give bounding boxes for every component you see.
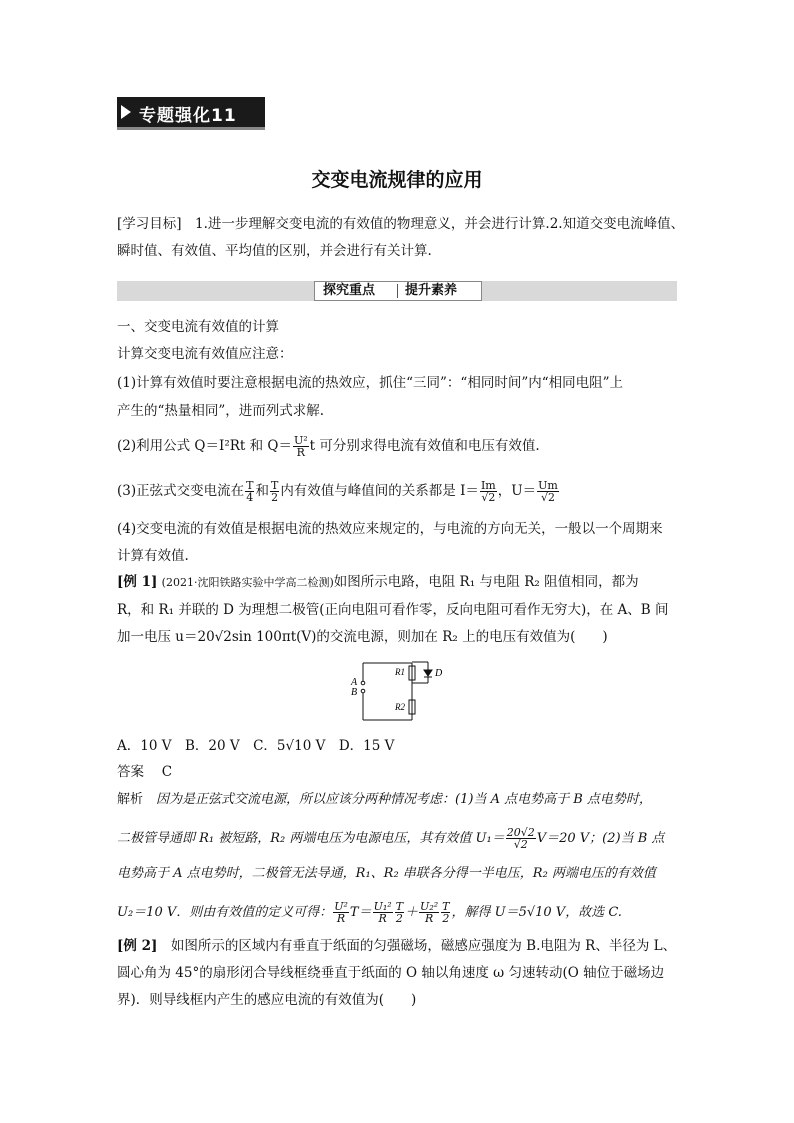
label-a: A [351, 677, 358, 688]
frac-num: T [270, 479, 279, 492]
frac-t2-a [395, 901, 404, 924]
banner-right: 提升素养 [405, 283, 458, 298]
fraction-20sqrt2-sqrt2 [506, 827, 536, 850]
frac-num: T [442, 900, 450, 913]
example-2-line-2: 圆心角为 45°的扇形闭合导线框绕垂直于纸面的 O 轴以角速度 ω 匀速转动(O 轴位于磁场边 [117, 965, 665, 981]
fraction-im-sqrt2 [480, 480, 497, 503]
fraction-t-4 [245, 480, 254, 503]
example-2-text-1: 如图所示的区域内有垂直于纸面的匀强磁场，磁感应强度为 B.电阻为 R、半径为 L、 [170, 938, 677, 954]
label-d: D [435, 668, 443, 679]
frac-den: 2 [395, 912, 403, 925]
section-banner [117, 281, 677, 301]
section-badge [117, 97, 265, 130]
frac-t2-b [441, 901, 450, 924]
example-1-text-1: 如图所示电路，电阻 R₁ 与电阻 R₂ 阻值相同，都为 [333, 574, 639, 590]
page-title: 交变电流规律的应用 [311, 169, 483, 191]
frac-num: 20√2 [506, 826, 535, 839]
frac-den: R [336, 912, 346, 925]
point-1-b: 产生的“热量相同”，进而列式求解. [117, 403, 325, 419]
point-3-pre: (3)正弦式交变电流在 [117, 483, 245, 499]
frac-u2-r [333, 901, 349, 924]
example-1-answer [117, 763, 172, 781]
point-4-a: (4)交变电流的有效值是根据电流的热效应来规定的，与电流的方向无关，一般以一个周期来 [117, 521, 663, 537]
solution-4-post: ，解得 U＝5√10 V，故选 C. [451, 905, 622, 920]
frac-den: 2 [442, 912, 450, 925]
solution-2-post: V＝20 V；(2)当 B 点 [536, 831, 665, 846]
example-1-line-3: 加一电压 u＝20√2sin 100πt(V)的交流电源，则加在 R₂ 上的电压有效值为( ) [117, 629, 608, 645]
frac-den: 4 [246, 491, 254, 504]
solution-4-t: T＝ [349, 905, 372, 920]
point-1-a: (1)计算有效值时要注意根据电流的热效应，抓住“三同”：“相同时间”内“相同电阻”上 [117, 375, 624, 391]
example-1-options: A．10 V B．20 V C．5√10 V D．15 V [117, 738, 395, 754]
frac-den: 2 [271, 491, 279, 504]
terminal-a-icon [361, 681, 365, 685]
solution-line-3: 电势高于 A 点电势时，二极管无法导通，R₁、R₂ 串联各分得一半电压，R₂ 两端电压的有效值 [117, 866, 656, 881]
frac-den: R [378, 912, 387, 925]
example-2-label: [例 2] [117, 938, 158, 954]
fraction-t-2 [270, 480, 279, 503]
label-b: B [351, 687, 358, 698]
solution-line-4 [117, 901, 622, 924]
solution-2-pre: 二极管导通即 R₁ 被短路，R₂ 两端电压为电源电压，其有效值 U₁＝ [117, 831, 505, 846]
example-1-line-2: R，和 R₁ 并联的 D 为理想二极管(正向电阻可看作零，反向电阻可看作无穷大)，在 A、B 间 [117, 602, 669, 618]
diode-icon [424, 670, 432, 676]
frac-num: U₁² [373, 900, 392, 913]
fraction-um-sqrt2 [537, 480, 559, 503]
point-4-b: 计算有效值. [117, 548, 189, 564]
objectives-line-1: [学习目标] 1.进一步理解交变电流的有效值的物理意义，并会进行计算.2.知道交变电流峰值、 [117, 216, 685, 232]
frac-num: T [246, 479, 254, 492]
example-2-line-1 [117, 937, 676, 955]
banner-left: 探究重点 [323, 283, 376, 298]
example-1-label: [例 1] [117, 574, 158, 590]
example-1-source: (2021·沈阳铁路实验中学高二检测) [161, 576, 334, 589]
frac-num: U₂² [420, 900, 439, 913]
solution-4-pre: U₂＝10 V．则由有效值的定义可得： [117, 905, 333, 920]
frac-den: R [296, 446, 305, 459]
point-3-mid: 内有效值与峰值间的关系都是 I＝ [280, 483, 479, 499]
frac-den: √2 [540, 491, 555, 504]
play-triangle-icon [121, 105, 131, 119]
label-r1: R1 [395, 667, 405, 677]
section-intro: 计算交变电流有效值应注意： [117, 346, 293, 362]
point-2 [117, 435, 540, 458]
objectives-line-2: 瞬时值、有效值、平均值的区别，并会进行有关计算. [117, 243, 432, 259]
frac-den: √2 [513, 838, 528, 851]
frac-num: Um [538, 479, 558, 492]
fraction-u2-r [293, 435, 309, 458]
solution-line-2 [117, 827, 664, 850]
frac-num: Im [480, 479, 496, 492]
point-2-pre: (2)利用公式 Q＝I²Rt 和 Q＝ [117, 438, 292, 454]
solution-label: 解析 [117, 792, 144, 807]
answer-label: 答案 [117, 764, 144, 780]
label-r2: R2 [395, 702, 405, 712]
point-3-and: 和 [255, 483, 269, 499]
terminal-b-icon [361, 689, 365, 693]
example-2-line-3: 界)．则导线框内产生的感应电流的有效值为( ) [117, 992, 417, 1008]
frac-num: U² [334, 900, 348, 913]
answer-value: C [161, 764, 173, 780]
frac-num: T [395, 900, 404, 913]
solution-4-plus: ＋ [405, 905, 419, 920]
frac-den: √2 [481, 491, 496, 504]
frac-u1-r [373, 901, 393, 924]
banner-box [314, 281, 482, 301]
frac-num: U² [293, 434, 308, 447]
banner-divider [397, 284, 398, 298]
circuit-diagram [340, 657, 460, 727]
example-1-line-1 [117, 573, 639, 592]
point-3 [117, 480, 560, 503]
solution-text-1: 因为是正弦式交流电源，所以应该分两种情况考虑：(1)当 A 点电势高于 B 点电势时， [156, 792, 652, 807]
point-3-comma: ，U＝ [497, 483, 537, 499]
point-2-post: t 可分别求得电流有效值和电压有效值. [309, 438, 540, 454]
badge-text: 专题强化11 [139, 106, 237, 126]
solution-line-1 [117, 791, 652, 809]
section-heading: 一、交变电流有效值的计算 [117, 319, 279, 335]
frac-u2b-r [419, 901, 439, 924]
frac-den: R [424, 912, 434, 925]
